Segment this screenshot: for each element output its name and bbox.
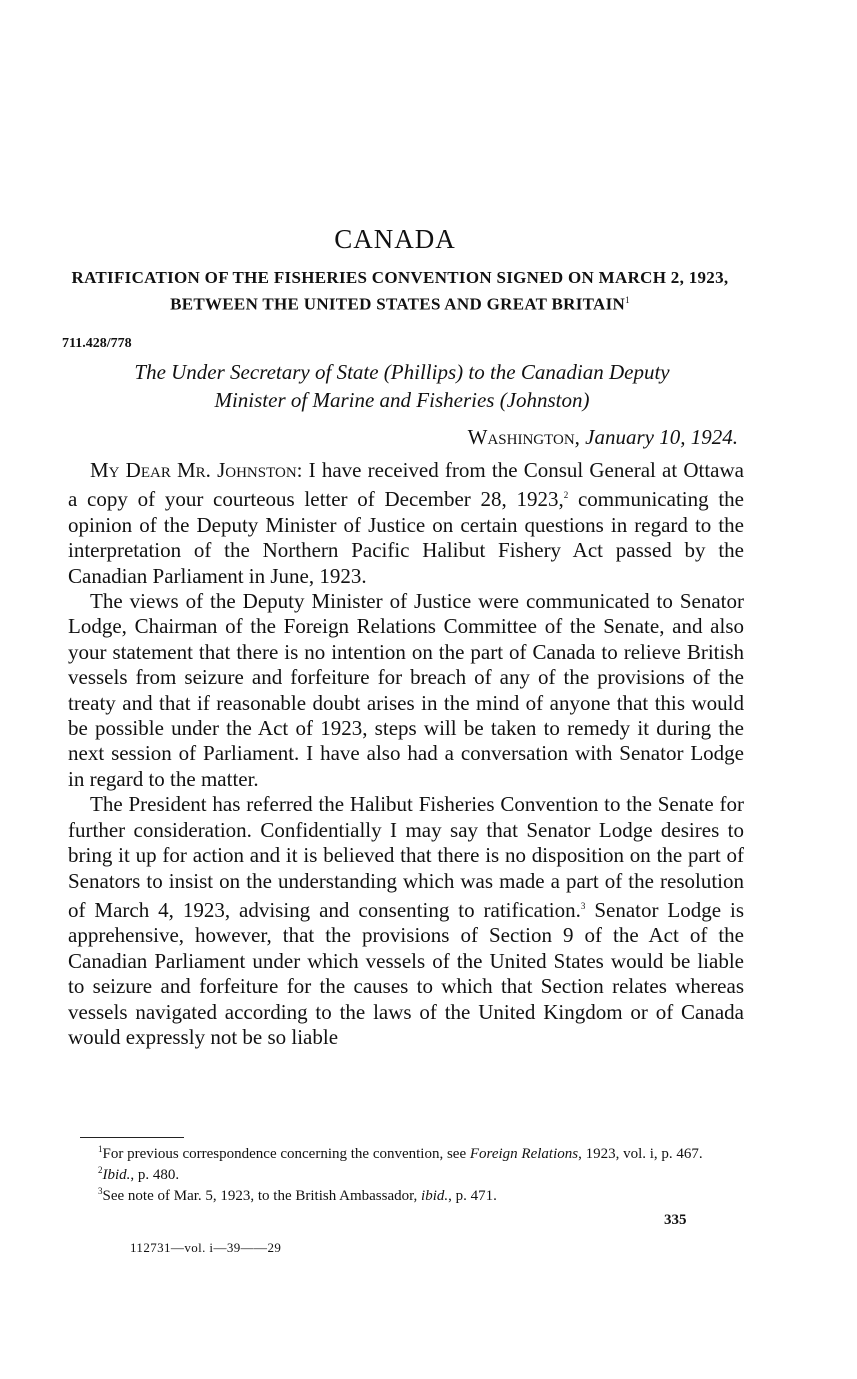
footnote-ref-1: 1	[625, 295, 630, 305]
letter-body	[68, 458, 744, 1050]
footnote-1-text-end: , 1923, vol. i, p. 467.	[578, 1146, 703, 1162]
document-title-line-2: Minister of Marine and Fisheries (Johnston)	[214, 388, 590, 412]
paragraph-1-text-a: I have received from the Consul General at Ottawa a copy of your courteous letter of December 28, 1923,	[68, 458, 744, 512]
footnote-3	[86, 1183, 754, 1204]
dateline	[62, 425, 738, 450]
print-line: 112731—vol. i—39——29	[130, 1240, 282, 1255]
paragraph-2: The views of the Deputy Minister of Justice were communicated to Senator Lodge, Chairman of the Foreign Relations Committee of the Senate, and also your statement that there is no intention on the part of Canada to relieve British vessels from seizure and forfeiture for breach of any of the provisions of the treaty and that if reasonable doubt arises in the mind of anyone that this would be possible under the Act of 1923, steps will be taken to remedy it during the next session of Parliament. I have also had a conversation with Senator Lodge in regard to the matter.	[68, 589, 744, 791]
file-number: 711.428/778	[62, 336, 132, 351]
page-number: 335	[664, 1212, 687, 1228]
footnote-2-text-end: , p. 480.	[130, 1167, 180, 1183]
footnote-2	[86, 1162, 754, 1183]
footnote-2-italic: Ibid.	[102, 1167, 131, 1183]
footnote-rule	[80, 1137, 184, 1138]
paragraph-1	[68, 458, 744, 589]
footnote-3-text: See note of Mar. 5, 1923, to the British Ambassador,	[102, 1188, 422, 1204]
footnote-1-mark: 1	[98, 1144, 103, 1154]
paragraph-3-text-a: The President has referred the Halibut Fisheries Convention to the Senate for further consideration. Confidentially I may say that Senator Lodge desires to bring it up for action and it is believed that there is no disposition on the part of Senators to insist on the understanding which was made a part of the resolution of March 4, 1923, advising and consenting to ratification.	[68, 792, 744, 922]
footnote-3-italic: ibid.	[421, 1188, 449, 1204]
country-heading: CANADA	[334, 224, 456, 254]
footnote-ref-3: 3	[580, 900, 586, 911]
footnote-3-mark: 3	[98, 1186, 103, 1196]
footnote-2-mark: 2	[98, 1165, 103, 1175]
dateline-date: January 10, 1924.	[585, 425, 738, 449]
salutation: My Dear Mr. Johnston:	[90, 458, 303, 482]
footnote-1-italic: Foreign Relations	[469, 1146, 579, 1162]
document-title-line-1: The Under Secretary of State (Phillips) to the Canadian Deputy	[134, 360, 670, 384]
section-heading	[60, 266, 740, 316]
section-heading-text: RATIFICATION OF THE FISHERIES CONVENTION SIGNED ON MARCH 2, 1923, BETWEEN THE UNITED STATES AND GREAT BRITAIN	[71, 268, 729, 314]
document-title	[62, 358, 742, 414]
dateline-place: Washington,	[467, 425, 580, 449]
footnote-1-text: For previous correspondence concerning the convention, see	[102, 1146, 470, 1162]
paragraph-1-text-b: communicating the opinion of the Deputy Minister of Justice on certain questions in regard to the interpretation of the Northern Pacific Halibut Fishery Act passed by the Canadian Parliament in June, 1923.	[68, 487, 744, 588]
footnote-3-text-end: , p. 471.	[448, 1188, 497, 1204]
paragraph-3-text-b: Senator Lodge is apprehensive, however, that the provisions of Section 9 of the Act of the Canadian Parliament under which vessels of the United States would be liable to seizure and forfeiture for the causes to which that Section relates whereas vessels navigated according to the laws of the United Kingdom or of Canada would expressly not be so liable	[68, 897, 744, 1049]
footnote-1	[86, 1141, 754, 1162]
paragraph-3	[68, 792, 744, 1050]
footnotes	[86, 1141, 754, 1204]
footnote-ref-2: 2	[563, 490, 569, 501]
